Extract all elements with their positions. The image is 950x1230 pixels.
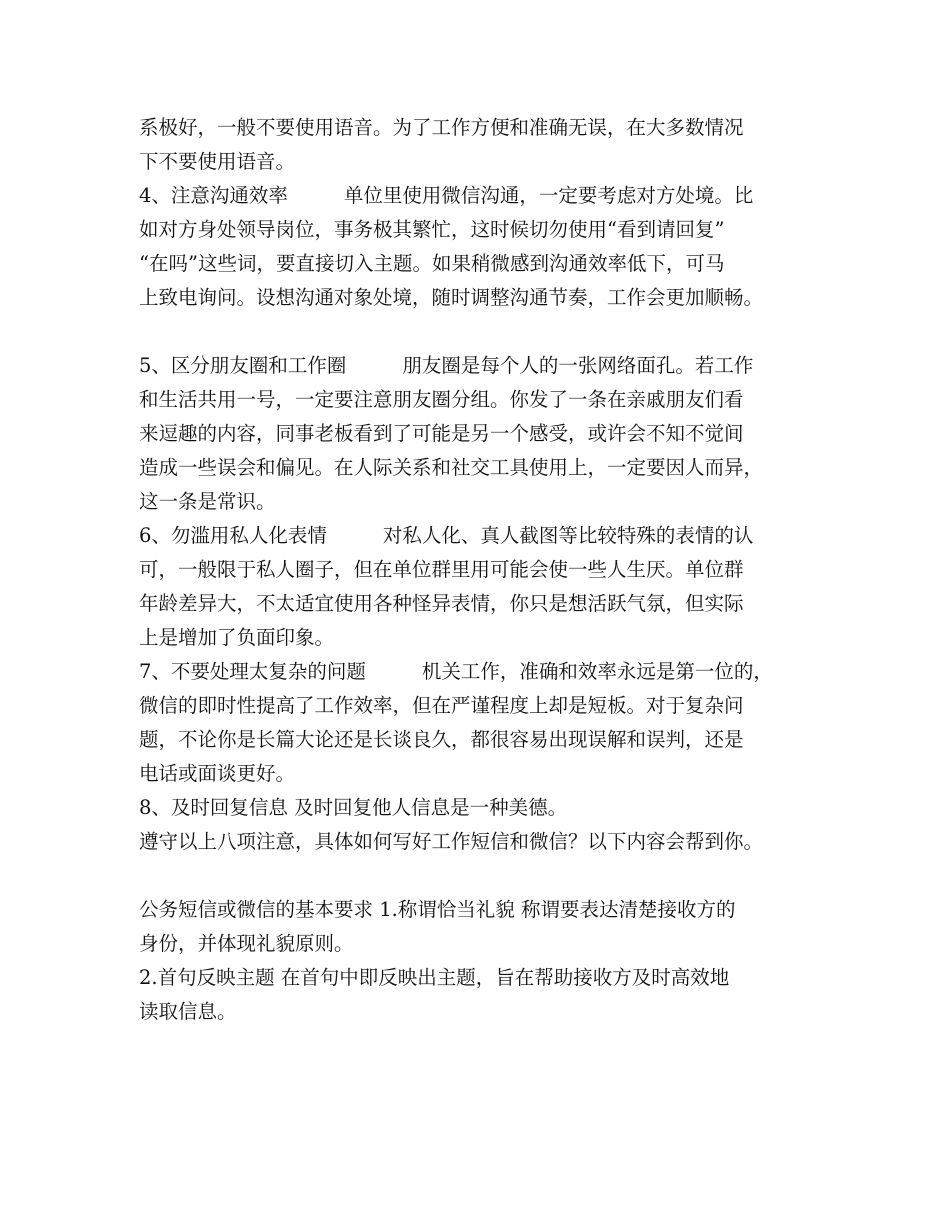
paragraph-gap (139, 859, 829, 893)
text-line: 年龄差异大，不太适宜使用各种怪异表情，你只是想活跃气氛，但实际 (139, 592, 744, 615)
text-line: 读取信息。 (139, 1000, 237, 1023)
text-line: 如对方身处领导岗位，事务极其繁忙，这时候切勿使用“看到请回复” (139, 218, 725, 241)
item-5-text: 朋友圈是每个人的一张网络面孔。若工作 (402, 354, 754, 377)
text-line: 上是增加了负面印象。 (139, 626, 335, 649)
text-line: 这一条是常识。 (139, 490, 276, 513)
text-line: 来逗趣的内容，同事老板看到了可能是另一个感受，或许会不知不觉间 (139, 422, 744, 445)
text-line: 身份，并体现礼貌原则。 (139, 932, 354, 955)
item-4-text: 单位里使用微信沟通，一定要考虑对方处境。比 (343, 184, 754, 207)
item-7-text: 机关工作，准确和效率永远是第一位的， (421, 660, 773, 683)
item-6-text: 对私人化、真人截图等比较特殊的表情的认 (382, 524, 754, 547)
paragraph-gap (139, 315, 829, 349)
text-line: 电话或面谈更好。 (139, 762, 296, 785)
item-4-line (139, 179, 829, 213)
text-line: 8、及时回复信息 及时回复他人信息是一种美德。 (139, 796, 568, 819)
text-line: 系极好，一般不要使用语音。为了工作方便和准确无误，在大多数情况 (139, 116, 744, 139)
text-line: 上致电询问。设想沟通对象处境，随时调整沟通节奏，工作会更加顺畅。 (139, 286, 764, 309)
item-6-heading: 6、勿滥用私人化表情 (139, 524, 327, 547)
text-line: 题，不论你是长篇大论还是长谈良久，都很容易出现误解和误判，还是 (139, 728, 744, 751)
item-4-heading: 4、注意沟通效率 (139, 184, 288, 207)
text-line: 公务短信或微信的基本要求 1.称谓恰当礼貌 称谓要表达清楚接收方的 (139, 898, 736, 921)
text-line: 微信的即时性提高了工作效率，但在严谨程度上却是短板。对于复杂问 (139, 694, 744, 717)
item-5-line (139, 349, 829, 383)
text-line: 和生活共用一号，一定要注意朋友圈分组。你发了一条在亲戚朋友们看 (139, 388, 744, 411)
text-line: 下不要使用语音。 (139, 150, 296, 173)
text-line: “在吗”这些词，要直接切入主题。如果稍微感到沟通效率低下，可马 (139, 252, 725, 275)
item-7-heading: 7、不要处理太复杂的问题 (139, 660, 366, 683)
text-line: 遵守以上八项注意，具体如何写好工作短信和微信？以下内容会帮到你。 (139, 830, 764, 853)
item-5-heading: 5、区分朋友圈和工作圈 (139, 354, 347, 377)
document-body (139, 111, 829, 1029)
item-6-line (139, 519, 829, 553)
text-line: 可，一般限于私人圈子，但在单位群里用可能会使一些人生厌。单位群 (139, 558, 744, 581)
item-7-line (139, 655, 829, 689)
text-line: 2.首句反映主题 在首句中即反映出主题，旨在帮助接收方及时高效地 (139, 966, 730, 989)
text-line: 造成一些误会和偏见。在人际关系和社交工具使用上，一定要因人而异， (139, 456, 764, 479)
